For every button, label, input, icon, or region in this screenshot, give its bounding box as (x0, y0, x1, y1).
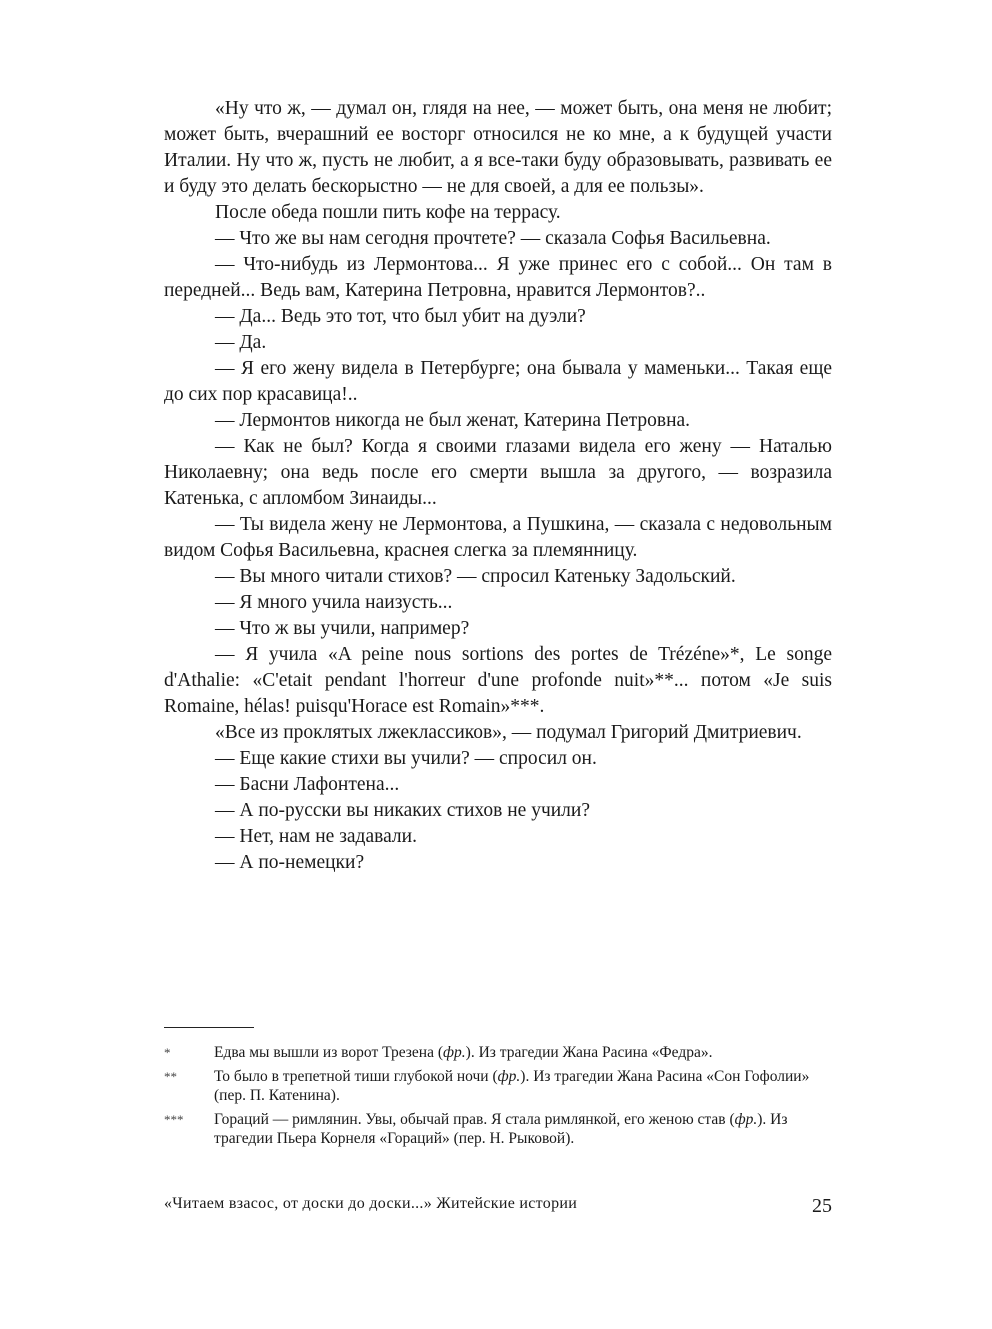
paragraph: «Ну что ж, — думал он, глядя на нее, — может быть, она меня не любит; может быть, вчерашний ее восторг относился не ко мне, а к будущей участи Италии. Ну что ж, пусть не любит, а я все-таки буду образовывать, развивать ее и буду это делать бескорыстно — не для своей, а для ее пользы». (164, 98, 832, 197)
footnote-mark: * (164, 1045, 171, 1060)
running-title: «Читаем взасос, от доски до доски...» Житейские истории (164, 1195, 578, 1212)
footnote-text-part: ). Из трагедии Пьера Корнеля «Гораций» (пер. Н. Рыковой). (214, 1111, 788, 1147)
paragraph: — Еще какие стихи вы учили? — спросил он. (215, 748, 597, 769)
paragraph: — Я учила «A peine nous sortions des portes de Trézéne»*, Le songe d'Athalie: «C'etait pendant l'horreur d'une profonde nuit»**... потом «Je suis Romaine, hélas! puisqu'Horace est Romain»***. (164, 644, 832, 717)
paragraph: — Да. (215, 332, 267, 353)
paragraph: — Я его жену видела в Петербурге; она бывала у маменьки... Такая еще до сих пор красавица!.. (164, 358, 832, 405)
footnote-italic: фр. (497, 1068, 521, 1085)
page-body (164, 96, 832, 876)
footnote-text-part: Едва мы вышли из ворот Трезена ( (214, 1044, 444, 1061)
footnote-text-part: Гораций — римлянин. Увы, обычай прав. Я стала римлянкой, его женою став ( (214, 1111, 735, 1128)
footnote (164, 1067, 832, 1105)
footnote-mark: ** (164, 1069, 177, 1084)
footnote-divider (164, 1027, 254, 1028)
paragraph: — Нет, нам не задавали. (215, 826, 417, 847)
footnote-italic: фр. (443, 1044, 466, 1061)
paragraph: — Что ж вы учили, например? (215, 618, 470, 639)
footnote (164, 1043, 832, 1062)
footnote-text (214, 1043, 832, 1062)
paragraph: «Все из проклятых лжеклассиков», — подумал Григорий Дмитриевич. (215, 722, 802, 743)
paragraph: — Что-нибудь из Лермонтова... Я уже принес его с собой... Он там в передней... Ведь вам, Катерина Петровна, нравится Лермонтов?.. (164, 254, 832, 301)
paragraph: После обеда пошли пить кофе на террасу. (215, 202, 561, 223)
paragraph: — А по-русски вы никаких стихов не учили? (215, 800, 591, 821)
paragraph: — Басни Лафонтена... (215, 774, 400, 795)
paragraph: — Я много учила наизусть... (215, 592, 453, 613)
main-text (164, 96, 832, 876)
footnote-text (214, 1110, 832, 1148)
paragraph: — Да... Ведь это тот, что был убит на дуэли? (215, 306, 586, 327)
page-footer (164, 1195, 832, 1217)
paragraph: — А по-немецки? (215, 852, 365, 873)
page-number: 25 (812, 1195, 832, 1217)
footnote-text-part: ). Из трагедии Жана Расина «Федра». (465, 1044, 713, 1061)
paragraph: — Вы много читали стихов? — спросил Катеньку Задольский. (215, 566, 736, 587)
footnote-text-part: То было в трепетной тиши глубокой ночи ( (214, 1068, 498, 1085)
footnote (164, 1110, 832, 1148)
footnote-mark: *** (164, 1112, 184, 1127)
footnote-italic: фр. (734, 1111, 758, 1128)
footnotes (164, 1043, 832, 1153)
footnote-text (214, 1067, 832, 1105)
paragraph: — Ты видела жену не Лермонтова, а Пушкина, — сказала с недовольным видом Софья Васильевна, краснея слегка за племянницу. (164, 514, 832, 561)
footnote-text-part: ). Из трагедии Жана Расина «Сон Гофолии» (пер. П. Катенина). (214, 1068, 810, 1104)
paragraph: — Как не был? Когда я своими глазами видела его жену — Наталью Николаевну; она ведь после его смерти вышла за другого, — возразила Катенька, с апломбом Зинаиды... (164, 436, 832, 509)
paragraph: — Лермонтов никогда не был женат, Катерина Петровна. (215, 410, 691, 431)
paragraph: — Что же вы нам сегодня прочтете? — сказала Софья Васильевна. (215, 228, 771, 249)
